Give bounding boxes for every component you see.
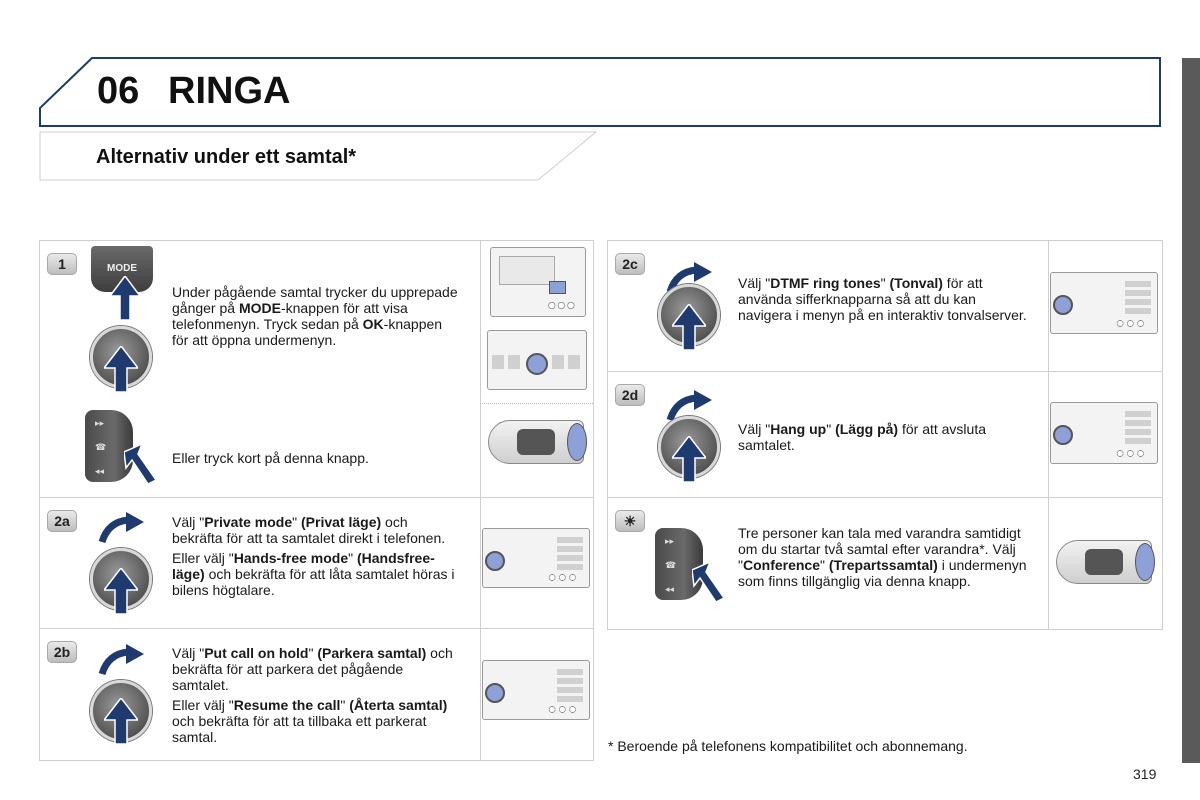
radio-panel-image <box>482 660 590 720</box>
step-badge: 2d <box>615 384 645 406</box>
step-1-alt-text: Eller tryck kort på denna knapp. <box>172 450 369 466</box>
step-2b-paragraph-2: Eller välj "Resume the call" (Återta samtal) och bekräfta för att ta tillbaka ett parkerat samtal. <box>172 697 448 745</box>
step-2b-paragraph-1: Välj "Put call on hold" (Parkera samtal) och bekräfta för att parkera det pågående samtalet. <box>172 645 453 693</box>
curved-arrow-icon <box>98 644 144 676</box>
step-badge: 2c <box>615 253 645 275</box>
arrow-up-icon <box>672 436 706 482</box>
tip-text <box>738 525 1038 589</box>
lightbulb-icon: ☀ <box>615 510 645 532</box>
arrow-up-icon <box>110 276 140 320</box>
step-2a-paragraph-1: Välj "Private mode" (Privat läge) och bekräfta för att ta samtalet direkt i telefonen. <box>172 514 446 546</box>
step-1-text <box>172 284 462 348</box>
step-1-paragraph: Under pågående samtal trycker du upprepade gånger på MODE-knappen för att visa telefonmenyn. Tryck sedan på OK-knappen för att öppna undermenyn. <box>172 284 458 348</box>
steering-stalk: ▸▸ ☎ ◂◂ <box>655 528 703 600</box>
steering-stalk: ▸▸ ☎ ◂◂ <box>85 410 133 482</box>
arrow-pointer-icon <box>692 562 724 602</box>
radio-panel-image <box>490 247 586 317</box>
chapter-number: 06 <box>97 70 140 112</box>
step-2b-text <box>172 645 462 745</box>
radio-panel-image <box>482 528 590 588</box>
tip-paragraph: Tre personer kan tala med varandra samtidigt om du startar två samtal efter varandra*. Välj "Conference" (Trepartssamtal) i undermenyn som finns tillgänglig via denna knapp. <box>738 525 1027 589</box>
mode-label: MODE <box>107 263 137 274</box>
step-badge: 2a <box>47 510 77 532</box>
arrow-up-icon <box>672 304 706 350</box>
step-2c-text <box>738 275 1028 323</box>
radio-panel-image <box>1050 402 1158 464</box>
arrow-up-icon <box>104 568 138 614</box>
step-2d-paragraph: Välj "Hang up" (Lägg på) för att avsluta samtalet. <box>738 421 987 453</box>
step-2a-paragraph-2: Eller välj "Hands-free mode" (Handsfree-läge) och bekräfta för att låta samtalet höras i bilens högtalare. <box>172 550 455 598</box>
footnote: * Beroende på telefonens kompatibilitet och abonnemang. <box>608 738 968 754</box>
step-2c-paragraph: Välj "DTMF ring tones" (Tonval) för att använda sifferknapparna så att du kan navigera i menyn på en interaktiv tonvalserver. <box>738 275 1027 323</box>
step-2a-text <box>172 514 462 598</box>
section-title: Alternativ under ett samtal* <box>96 146 357 168</box>
step-badge: 1 <box>47 253 77 275</box>
page-number: 319 <box>1133 766 1157 782</box>
curved-arrow-icon <box>98 512 144 544</box>
side-tab-bar <box>1182 58 1200 763</box>
arrow-up-icon <box>104 346 138 392</box>
radio-panel-image <box>487 330 587 390</box>
chapter-title: RINGA <box>168 70 291 112</box>
lever-image <box>488 420 584 464</box>
step-2d-text <box>738 421 1038 453</box>
arrow-up-icon <box>104 698 138 744</box>
step-badge: 2b <box>47 641 77 663</box>
radio-panel-image <box>1050 272 1158 334</box>
lever-image <box>1056 540 1152 584</box>
arrow-pointer-icon <box>124 444 156 484</box>
